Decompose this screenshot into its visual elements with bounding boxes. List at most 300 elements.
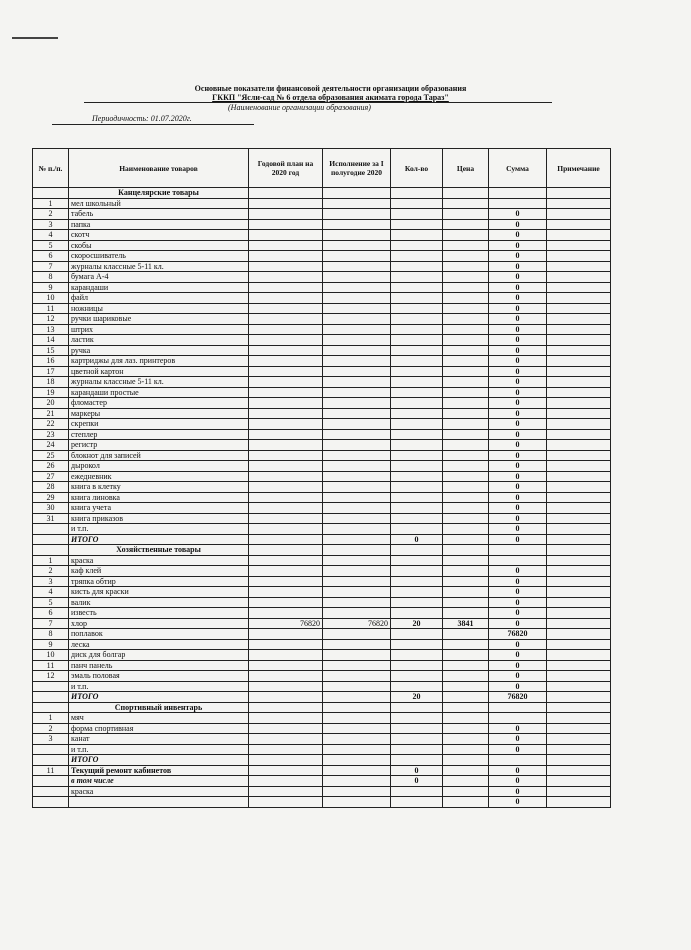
cell-note: [547, 755, 611, 766]
cell-qty: [391, 755, 443, 766]
cell-qty: [391, 597, 443, 608]
cell-exec: [323, 282, 391, 293]
cell-price: [443, 303, 489, 314]
cell-sum: 0: [489, 492, 547, 503]
cell-plan: [249, 251, 323, 262]
cell-sum: 0: [489, 660, 547, 671]
total-row: [33, 692, 611, 703]
scan-mark: [12, 37, 58, 39]
cell-sum: 0: [489, 671, 547, 682]
cell-no: 6: [33, 251, 69, 262]
cell-exec: [323, 261, 391, 272]
cell-plan: [249, 755, 323, 766]
cell-qty: [391, 366, 443, 377]
section-row: [33, 188, 611, 199]
period-underline: [52, 124, 254, 125]
table-row: [33, 209, 611, 220]
cell-sum: [489, 198, 547, 209]
cell-plan: [249, 513, 323, 524]
cell-plan: [249, 209, 323, 220]
cell-price: [443, 555, 489, 566]
cell-exec: [323, 324, 391, 335]
cell-sum: 0: [489, 471, 547, 482]
cell-note: [547, 335, 611, 346]
cell-no: 14: [33, 335, 69, 346]
cell-plan: [249, 219, 323, 230]
cell-price: [443, 492, 489, 503]
table-row: [33, 660, 611, 671]
cell-no: 19: [33, 387, 69, 398]
cell-note: [547, 786, 611, 797]
cell-no: 6: [33, 608, 69, 619]
cell-no: 25: [33, 450, 69, 461]
cell-sum: 0: [489, 272, 547, 283]
cell-price: [443, 335, 489, 346]
cell-qty: [391, 356, 443, 367]
cell-plan: [249, 492, 323, 503]
cell-sum: 0: [489, 230, 547, 241]
cell-name: каф клей: [69, 566, 249, 577]
cell-plan: [249, 408, 323, 419]
cell-no: 2: [33, 209, 69, 220]
cell-note: [547, 534, 611, 545]
cell-qty: [391, 219, 443, 230]
cell-qty: [391, 387, 443, 398]
organization-caption: (Наименование организации образования): [228, 103, 371, 112]
cell-no: 27: [33, 471, 69, 482]
cell-exec: [323, 608, 391, 619]
cell-no: 23: [33, 429, 69, 440]
cell-exec: [323, 408, 391, 419]
cell-sum: 0: [489, 324, 547, 335]
cell-note: [547, 555, 611, 566]
cell-no: 3: [33, 734, 69, 745]
cell-price: [443, 230, 489, 241]
cell-name: карандаши: [69, 282, 249, 293]
cell-qty: [391, 723, 443, 734]
table-row: [33, 744, 611, 755]
cell-exec: [323, 440, 391, 451]
cell-name: форма спортивная: [69, 723, 249, 734]
cell-sum: 0: [489, 482, 547, 493]
cell-plan: [249, 398, 323, 409]
table-row: [33, 440, 611, 451]
cell-qty: [391, 314, 443, 325]
cell-price: [443, 198, 489, 209]
cell-empty: [323, 188, 391, 199]
table-row: [33, 408, 611, 419]
cell-price: [443, 209, 489, 220]
table-row: [33, 765, 611, 776]
cell-note: [547, 303, 611, 314]
cell-sum: 0: [489, 524, 547, 535]
cell-price: [443, 681, 489, 692]
cell-no: 11: [33, 660, 69, 671]
cell-note: [547, 240, 611, 251]
cell-plan: [249, 240, 323, 251]
cell-sum: 0: [489, 503, 547, 514]
cell-plan: [249, 356, 323, 367]
cell-name: краска: [69, 555, 249, 566]
cell-no: [33, 744, 69, 755]
cell-sum: 0: [489, 744, 547, 755]
table-row: [33, 776, 611, 787]
table-row: [33, 786, 611, 797]
cell-sum: 0: [489, 765, 547, 776]
cell-name: дырокол: [69, 461, 249, 472]
cell-no: [33, 755, 69, 766]
cell-exec: [323, 692, 391, 703]
cell-qty: [391, 639, 443, 650]
table-row: [33, 723, 611, 734]
cell-qty: [391, 440, 443, 451]
cell-price: [443, 566, 489, 577]
cell-price: [443, 513, 489, 524]
cell-plan: [249, 576, 323, 587]
cell-sum: 0: [489, 786, 547, 797]
cell-no: 7: [33, 261, 69, 272]
cell-sum: 0: [489, 209, 547, 220]
cell-qty: 20: [391, 692, 443, 703]
cell-price: [443, 471, 489, 482]
cell-exec: [323, 786, 391, 797]
cell-name: известь: [69, 608, 249, 619]
table-row: [33, 293, 611, 304]
cell-empty: [323, 702, 391, 713]
cell-empty: [391, 545, 443, 556]
cell-note: [547, 377, 611, 388]
report-title: Основные показатели финансовой деятельности организации образования: [194, 84, 467, 93]
cell-qty: [391, 608, 443, 619]
table-row: [33, 671, 611, 682]
cell-sum: 0: [489, 419, 547, 430]
cell-name: бумага А-4: [69, 272, 249, 283]
cell-name: журналы классные 5-11 кл.: [69, 377, 249, 388]
cell-price: [443, 240, 489, 251]
cell-exec: [323, 503, 391, 514]
cell-qty: [391, 282, 443, 293]
cell-sum: 0: [489, 366, 547, 377]
cell-sum: 0: [489, 408, 547, 419]
table-row: [33, 345, 611, 356]
cell-sum: 0: [489, 618, 547, 629]
cell-note: [547, 660, 611, 671]
cell-name: картриджы для лаз. принтеров: [69, 356, 249, 367]
cell-qty: [391, 261, 443, 272]
cell-name: маркеры: [69, 408, 249, 419]
cell-name: Текущий ремонт кабинетов: [69, 765, 249, 776]
cell-price: [443, 713, 489, 724]
cell-exec: [323, 461, 391, 472]
table-row: [33, 198, 611, 209]
cell-qty: [391, 293, 443, 304]
cell-sum: 0: [489, 345, 547, 356]
cell-exec: [323, 776, 391, 787]
cell-price: [443, 345, 489, 356]
cell-note: [547, 198, 611, 209]
cell-no: [33, 534, 69, 545]
cell-plan: [249, 377, 323, 388]
cell-sum: 0: [489, 440, 547, 451]
cell-qty: [391, 555, 443, 566]
cell-plan: [249, 555, 323, 566]
cell-name: панч панель: [69, 660, 249, 671]
cell-sum: 0: [489, 219, 547, 230]
cell-plan: [249, 335, 323, 346]
cell-name: ножницы: [69, 303, 249, 314]
cell-sum: 0: [489, 534, 547, 545]
cell-plan: [249, 650, 323, 661]
cell-note: [547, 471, 611, 482]
cell-exec: [323, 492, 391, 503]
cell-note: [547, 503, 611, 514]
cell-sum: 0: [489, 734, 547, 745]
cell-no: 15: [33, 345, 69, 356]
cell-qty: [391, 660, 443, 671]
cell-no: [33, 702, 69, 713]
cell-price: [443, 608, 489, 619]
cell-note: [547, 261, 611, 272]
cell-no: [33, 524, 69, 535]
cell-name: книга приказов: [69, 513, 249, 524]
cell-no: 28: [33, 482, 69, 493]
cell-empty: [391, 188, 443, 199]
table-row: [33, 587, 611, 598]
cell-sum: 0: [489, 303, 547, 314]
cell-exec: [323, 734, 391, 745]
table-row: [33, 566, 611, 577]
cell-price: [443, 398, 489, 409]
cell-note: [547, 797, 611, 808]
cell-note: [547, 219, 611, 230]
table-row: [33, 639, 611, 650]
cell-note: [547, 482, 611, 493]
cell-name: папка: [69, 219, 249, 230]
cell-no: [33, 692, 69, 703]
cell-exec: [323, 755, 391, 766]
cell-price: [443, 650, 489, 661]
cell-empty: [489, 188, 547, 199]
cell-price: [443, 324, 489, 335]
cell-no: [33, 545, 69, 556]
cell-empty: [249, 545, 323, 556]
cell-price: [443, 366, 489, 377]
cell-name: книга в клетку: [69, 482, 249, 493]
cell-price: [443, 597, 489, 608]
cell-price: [443, 692, 489, 703]
cell-note: [547, 524, 611, 535]
cell-note: [547, 293, 611, 304]
cell-note: [547, 272, 611, 283]
table-row: [33, 240, 611, 251]
cell-price: [443, 272, 489, 283]
cell-plan: [249, 471, 323, 482]
cell-qty: [391, 566, 443, 577]
cell-exec: [323, 555, 391, 566]
cell-sum: 0: [489, 597, 547, 608]
cell-no: 13: [33, 324, 69, 335]
cell-price: [443, 440, 489, 451]
col-header-exec: Исполнение за I полугодие 2020: [323, 149, 391, 188]
cell-plan: [249, 261, 323, 272]
cell-exec: [323, 471, 391, 482]
cell-name: скобы: [69, 240, 249, 251]
cell-name: и т.п.: [69, 744, 249, 755]
cell-note: [547, 681, 611, 692]
table-row: [33, 734, 611, 745]
cell-exec: [323, 566, 391, 577]
cell-name: штрих: [69, 324, 249, 335]
cell-price: [443, 314, 489, 325]
cell-sum: 0: [489, 282, 547, 293]
cell-price: [443, 765, 489, 776]
cell-name: ластик: [69, 335, 249, 346]
cell-note: [547, 429, 611, 440]
table-row: [33, 492, 611, 503]
table-row: [33, 429, 611, 440]
cell-exec: [323, 534, 391, 545]
cell-note: [547, 461, 611, 472]
cell-plan: [249, 503, 323, 514]
cell-exec: [323, 524, 391, 535]
cell-note: [547, 576, 611, 587]
cell-qty: [391, 513, 443, 524]
cell-qty: [391, 734, 443, 745]
cell-price: [443, 524, 489, 535]
cell-price: [443, 282, 489, 293]
cell-qty: [391, 377, 443, 388]
table-row: [33, 366, 611, 377]
cell-exec: [323, 713, 391, 724]
cell-note: [547, 419, 611, 430]
cell-note: [547, 314, 611, 325]
cell-plan: [249, 387, 323, 398]
cell-name: в том числе: [69, 776, 249, 787]
cell-price: [443, 293, 489, 304]
cell-exec: [323, 650, 391, 661]
cell-qty: [391, 629, 443, 640]
table-row: [33, 419, 611, 430]
cell-sum: 0: [489, 314, 547, 325]
cell-qty: [391, 713, 443, 724]
cell-exec: [323, 629, 391, 640]
cell-empty: [443, 702, 489, 713]
cell-qty: [391, 576, 443, 587]
cell-no: 17: [33, 366, 69, 377]
cell-note: [547, 282, 611, 293]
table-row: [33, 471, 611, 482]
cell-note: [547, 408, 611, 419]
cell-exec: [323, 335, 391, 346]
cell-note: [547, 324, 611, 335]
cell-sum: 0: [489, 335, 547, 346]
cell-sum: 0: [489, 377, 547, 388]
cell-exec: [323, 429, 391, 440]
cell-qty: [391, 272, 443, 283]
cell-plan: [249, 482, 323, 493]
cell-no: 18: [33, 377, 69, 388]
cell-qty: 0: [391, 765, 443, 776]
cell-exec: [323, 744, 391, 755]
cell-plan: [249, 660, 323, 671]
cell-plan: [249, 681, 323, 692]
cell-qty: [391, 471, 443, 482]
cell-plan: [249, 534, 323, 545]
cell-exec: [323, 272, 391, 283]
cell-plan: [249, 744, 323, 755]
financial-table: [32, 148, 611, 808]
cell-plan: [249, 786, 323, 797]
cell-price: [443, 408, 489, 419]
cell-name: тряпка обтир: [69, 576, 249, 587]
cell-exec: [323, 219, 391, 230]
table-row: [33, 576, 611, 587]
cell-exec: [323, 797, 391, 808]
cell-sum: 0: [489, 461, 547, 472]
cell-plan: [249, 765, 323, 776]
total-row: [33, 755, 611, 766]
cell-empty: [443, 545, 489, 556]
cell-price: [443, 461, 489, 472]
cell-sum: 0: [489, 387, 547, 398]
cell-no: 5: [33, 597, 69, 608]
cell-exec: [323, 387, 391, 398]
cell-no: [33, 797, 69, 808]
cell-sum: 0: [489, 240, 547, 251]
cell-no: 1: [33, 713, 69, 724]
cell-plan: [249, 639, 323, 650]
table-row: [33, 324, 611, 335]
cell-note: [547, 356, 611, 367]
cell-name: эмаль половая: [69, 671, 249, 682]
cell-plan: [249, 723, 323, 734]
cell-sum: 0: [489, 650, 547, 661]
cell-price: [443, 797, 489, 808]
table-row: [33, 618, 611, 629]
cell-note: [547, 692, 611, 703]
cell-note: [547, 776, 611, 787]
cell-exec: [323, 230, 391, 241]
cell-sum: 0: [489, 513, 547, 524]
cell-plan: [249, 776, 323, 787]
cell-plan: [249, 198, 323, 209]
cell-note: [547, 587, 611, 598]
organization-name: ГККП "Ясли-сад № 6 отдела образования акимата города Тараз": [212, 93, 449, 102]
cell-sum: 0: [489, 776, 547, 787]
cell-sum: 0: [489, 587, 547, 598]
cell-plan: [249, 440, 323, 451]
table-row: [33, 303, 611, 314]
cell-price: 3841: [443, 618, 489, 629]
cell-name: скрепки: [69, 419, 249, 430]
cell-sum: [489, 555, 547, 566]
table-row: [33, 219, 611, 230]
cell-no: 3: [33, 219, 69, 230]
cell-exec: [323, 198, 391, 209]
cell-qty: [391, 681, 443, 692]
table-row: [33, 335, 611, 346]
table-row: [33, 356, 611, 367]
cell-name: краска: [69, 786, 249, 797]
cell-sum: 0: [489, 723, 547, 734]
cell-qty: [391, 335, 443, 346]
cell-price: [443, 723, 489, 734]
cell-note: [547, 713, 611, 724]
cell-sum: 0: [489, 261, 547, 272]
cell-exec: [323, 251, 391, 262]
cell-sum: 0: [489, 450, 547, 461]
total-row: [33, 534, 611, 545]
